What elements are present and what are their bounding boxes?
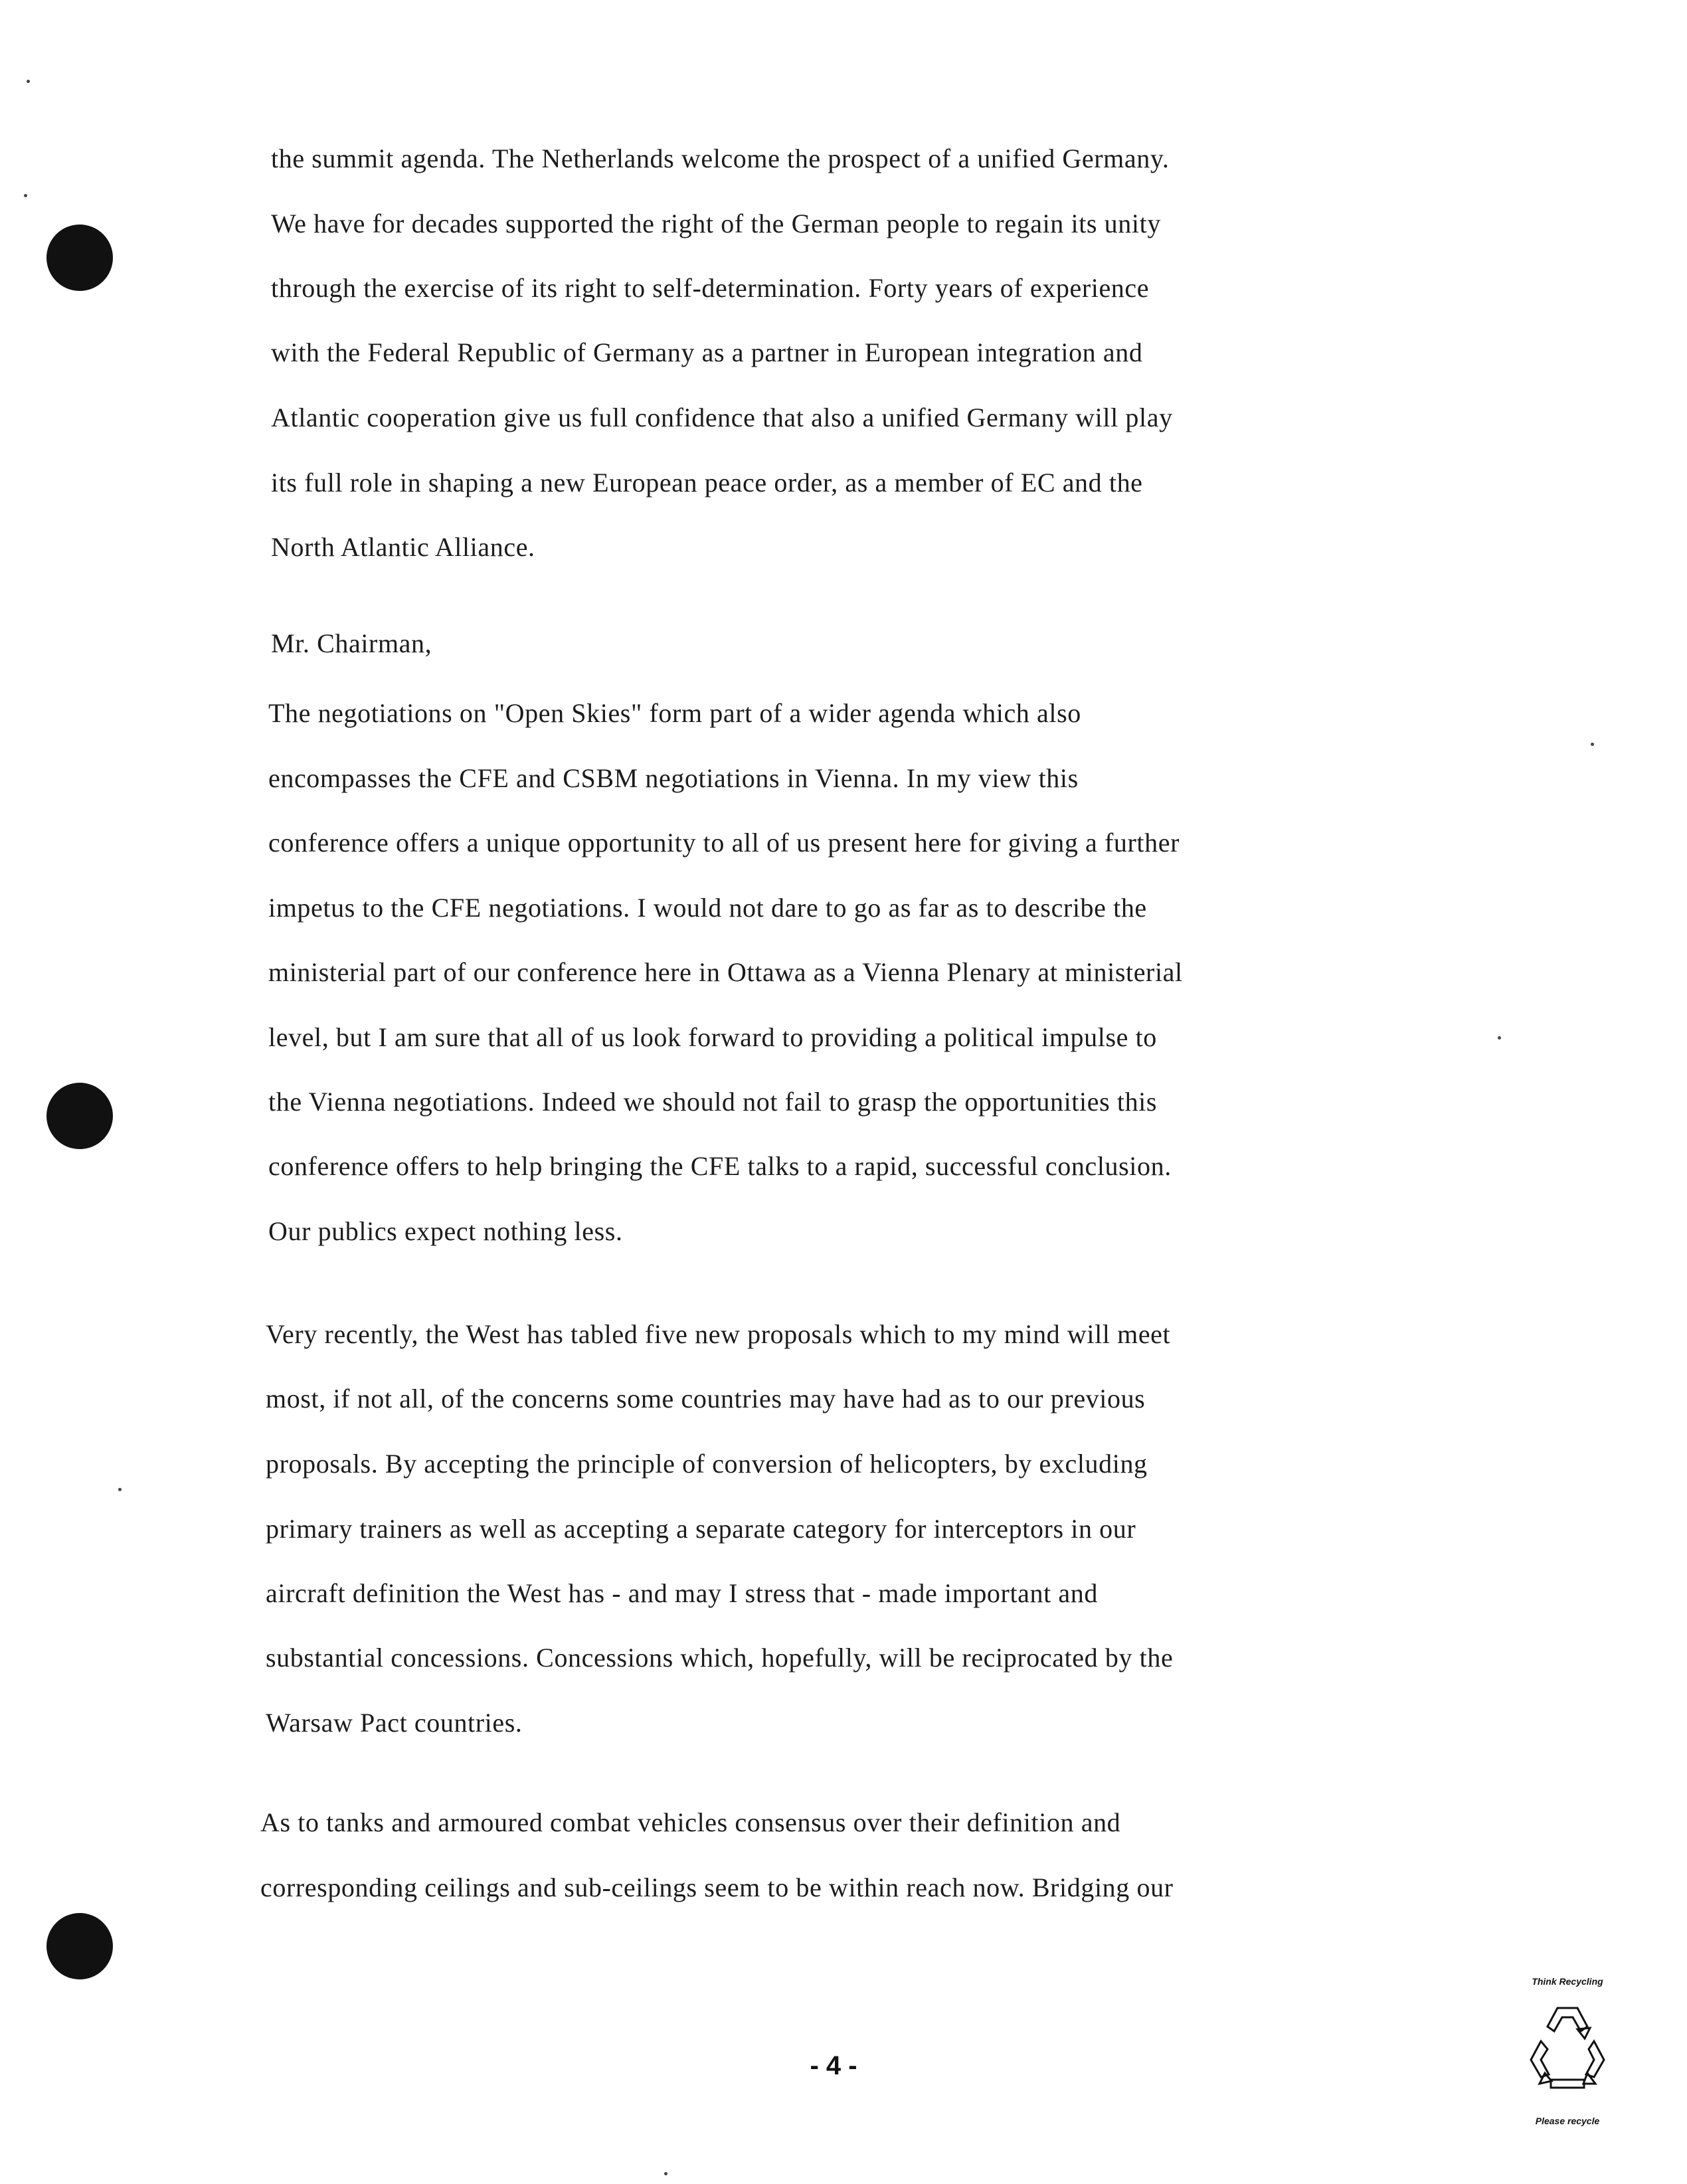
text-line: Warsaw Pact countries.	[266, 1708, 523, 1738]
scan-speck	[664, 2172, 667, 2175]
text-line: North Atlantic Alliance.	[271, 532, 535, 562]
salutation: Mr. Chairman,	[271, 628, 432, 658]
text-line: The negotiations on "Open Skies" form part of a wider agenda which also	[268, 698, 1081, 728]
recycle-logo	[1508, 1976, 1627, 2129]
binder-hole	[46, 1083, 113, 1149]
text-line: corresponding ceilings and sub-ceilings seem to be within reach now. Bridging our	[260, 1872, 1174, 1902]
text-line: We have for decades supported the right of the German people to regain its unity	[271, 209, 1161, 238]
text-line: conference offers a unique opportunity to all of us present here for giving a further	[268, 828, 1180, 858]
text-line: Our publics expect nothing less.	[268, 1216, 623, 1246]
binder-hole	[46, 1913, 113, 1979]
scan-speck	[1498, 1036, 1501, 1040]
text-line: conference offers to help bringing the CFE talks to a rapid, successful conclusion.	[268, 1151, 1172, 1181]
text-line: most, if not all, of the concerns some countries may have had as to our previous	[266, 1384, 1146, 1413]
recycle-top-text: Think Recycling	[1532, 1976, 1603, 1987]
text-line: proposals. By accepting the principle of conversion of helicopters, by excluding	[266, 1449, 1148, 1479]
text-line: Very recently, the West has tabled five new proposals which to my mind will meet	[266, 1319, 1171, 1349]
text-line: aircraft definition the West has - and may I stress that - made important and	[266, 1578, 1098, 1608]
text-line: level, but I am sure that all of us look forward to providing a political impulse to	[268, 1022, 1157, 1052]
recycle-bottom-text: Please recycle	[1535, 2116, 1600, 2126]
text-line: Atlantic cooperation give us full confidence that also a unified Germany will play	[271, 403, 1173, 432]
page-number: - 4 -	[810, 2051, 857, 2080]
text-line: through the exercise of its right to self-determination. Forty years of experience	[271, 273, 1150, 303]
text-line: impetus to the CFE negotiations. I would not dare to go as far as to describe the	[268, 893, 1147, 923]
scan-speck	[24, 194, 27, 197]
text-line: the Vienna negotiations. Indeed we should not fail to grasp the opportunities this	[268, 1087, 1158, 1117]
text-line: the summit agenda. The Netherlands welcome the prospect of a unified Germany.	[271, 143, 1170, 173]
recycle-icon	[1521, 1995, 1614, 2108]
text-line: ministerial part of our conference here in Ottawa as a Vienna Plenary at ministerial	[268, 957, 1183, 987]
text-line: substantial concessions. Concessions which, hopefully, will be reciprocated by the	[266, 1643, 1174, 1673]
text-line: its full role in shaping a new European peace order, as a member of EC and the	[271, 468, 1143, 498]
text-line: encompasses the CFE and CSBM negotiations in Vienna. In my view this	[268, 763, 1079, 793]
scan-speck	[27, 80, 30, 83]
scan-speck	[118, 1488, 122, 1491]
scan-speck	[1591, 743, 1594, 746]
text-line: with the Federal Republic of Germany as a partner in European integration and	[271, 337, 1143, 367]
text-line: primary trainers as well as accepting a separate category for interceptors in our	[266, 1514, 1136, 1544]
binder-hole	[46, 225, 113, 291]
text-line: As to tanks and armoured combat vehicles consensus over their definition and	[260, 1807, 1121, 1837]
